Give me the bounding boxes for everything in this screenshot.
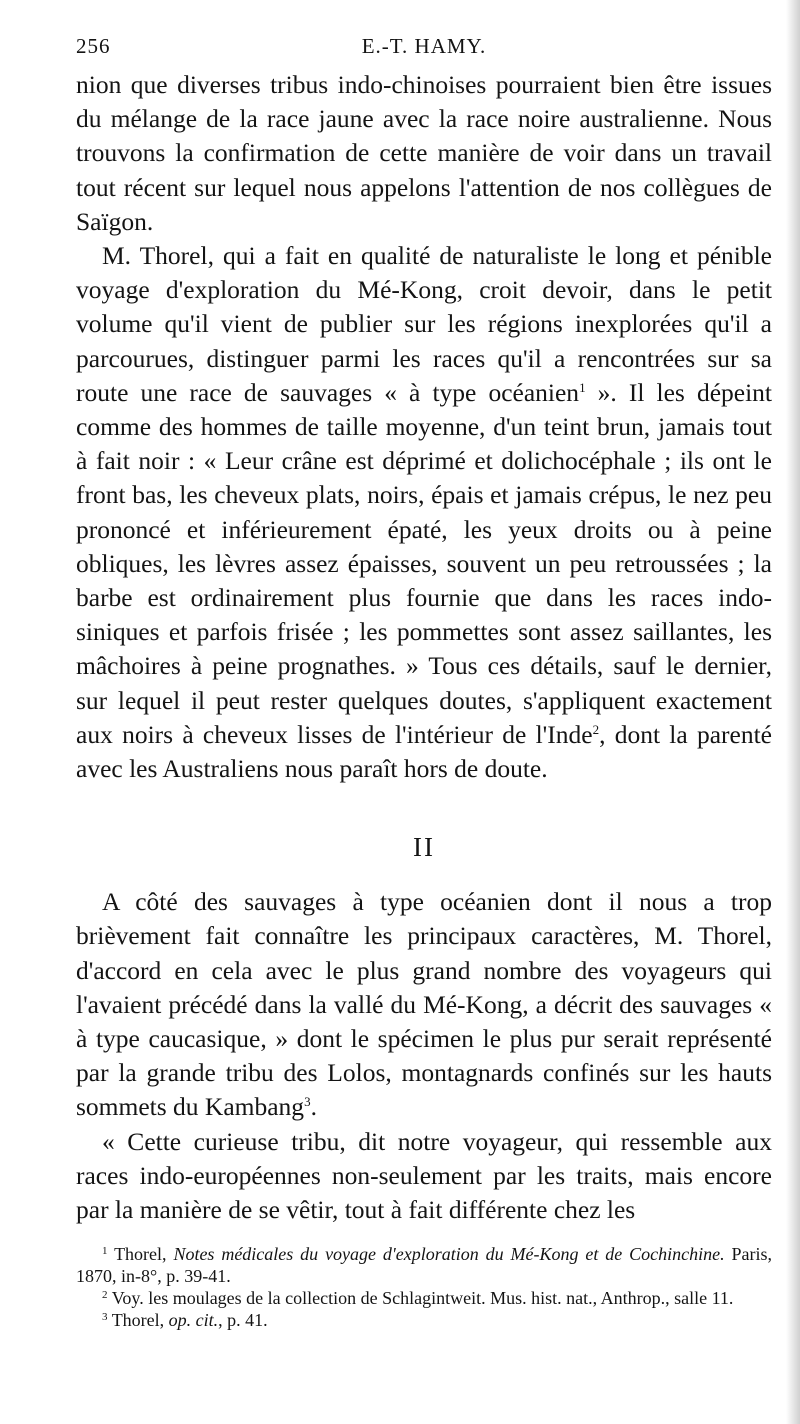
footnote-3-author: Thorel, [111,1310,169,1331]
footnote-ref-1: 1 [579,379,586,395]
paragraph-2-part-c: , dont la parenté avec les Australiens nous paraît hors de doute. [76,719,772,784]
body-text [76,68,772,1227]
paragraph-2-part-a: M. Thorel, qui a fait en qualité de naturaliste le long et pénible voyage d'exploration du Mé-Kong, croit devoir, dans le petit volume qu'il vient de publier sur les régions inexplorées qu'il a parcourues, distinguer parmi les races qu'il a rencontrées sur sa route une race de sauvages « à type océanien [76,241,772,407]
paragraph-3 [76,885,772,1124]
footnote-3-cit: op. cit. [168,1310,219,1331]
footnote-ref-3: 3 [304,1094,311,1110]
footnote-3 [76,1309,772,1331]
section-heading: II [413,832,435,863]
footnote-2-text: Voy. les moulages de la collection de Schlagintweit. Mus. hist. nat., Anthrop., salle 11. [111,1288,734,1309]
page-number: 256 [76,34,111,58]
footnote-ref-2: 2 [592,721,600,737]
paragraph-3-part-b: . [310,1092,317,1122]
footnote-3-rest: , p. 41. [218,1310,268,1331]
paragraph-2 [76,239,772,786]
footnote-1-mark: 1 [102,1245,108,1258]
footnote-1-author: Thorel, [114,1244,174,1265]
footnote-1 [76,1243,772,1287]
footnote-2-mark: 2 [102,1289,108,1302]
footnote-1-title: Notes médicales du voyage d'exploration du Mé-Kong et de Cochinchine. [173,1244,725,1265]
footnote-3-mark: 3 [102,1311,108,1324]
footnote-2 [76,1287,772,1309]
footnotes [76,1243,772,1331]
book-page [76,28,772,1331]
page-edge-shadow [786,0,800,1424]
running-title: E.-T. HAMY. [361,34,487,58]
paragraph-1: nion que diverses tribus indo-chinoises pourraient bien être issues du mélange de la race jaune avec la race noire australienne. Nous trouvons la confirmation de cette manière de voir dans un travail tout récent sur lequel nous appelons l'attention de nos collègues de Saïgon. [76,70,772,236]
paragraph-4: « Cette curieuse tribu, dit notre voyageur, qui ressemble aux races indo-européennes non-seulement par les traits, mais encore par la manière de se vêtir, tout à fait différente chez les [76,1126,772,1225]
paragraph-2-part-b: ». Il les dépeint comme des hommes de taille moyenne, d'un teint brun, jamais tout à fait noir : « Leur crâne est déprimé et dolichocéphale ; ils ont le front bas, les cheveux plats, noirs, épais et jamais crépus, le nez peu prononcé et inférieurement épaté, les yeux droits ou à peine obliques, les lèvres assez épaisses, souvent un peu retroussées ; la barbe est ordinairement plus fournie que dans les races indo-siniques et parfois frisée ; les pommettes sont assez saillantes, les mâchoires à peine prognathes. » Tous ces détails, sauf le dernier, sur lequel il peut rester quelques doutes, s'appliquent exactement aux noirs à cheveux lisses de l'intérieur de l'Inde [76,377,772,749]
paragraph-3-part-a: A côté des sauvages à type océanien dont il nous a trop brièvement fait connaître les principaux caractères, M. Thorel, d'accord en cela avec le plus grand nombre des voyageurs qui l'avaient précédé dans la vallé du Mé-Kong, a décrit des sauvages « à type caucasique, » dont le spécimen le plus pur serait représenté par la grande tribu des Lolos, montagnards confinés sur les hauts sommets du Kambang [76,887,772,1122]
footnote-1-rest: Paris, 1870, in-8°, p. 39-41. [76,1244,773,1287]
running-head [76,28,772,68]
